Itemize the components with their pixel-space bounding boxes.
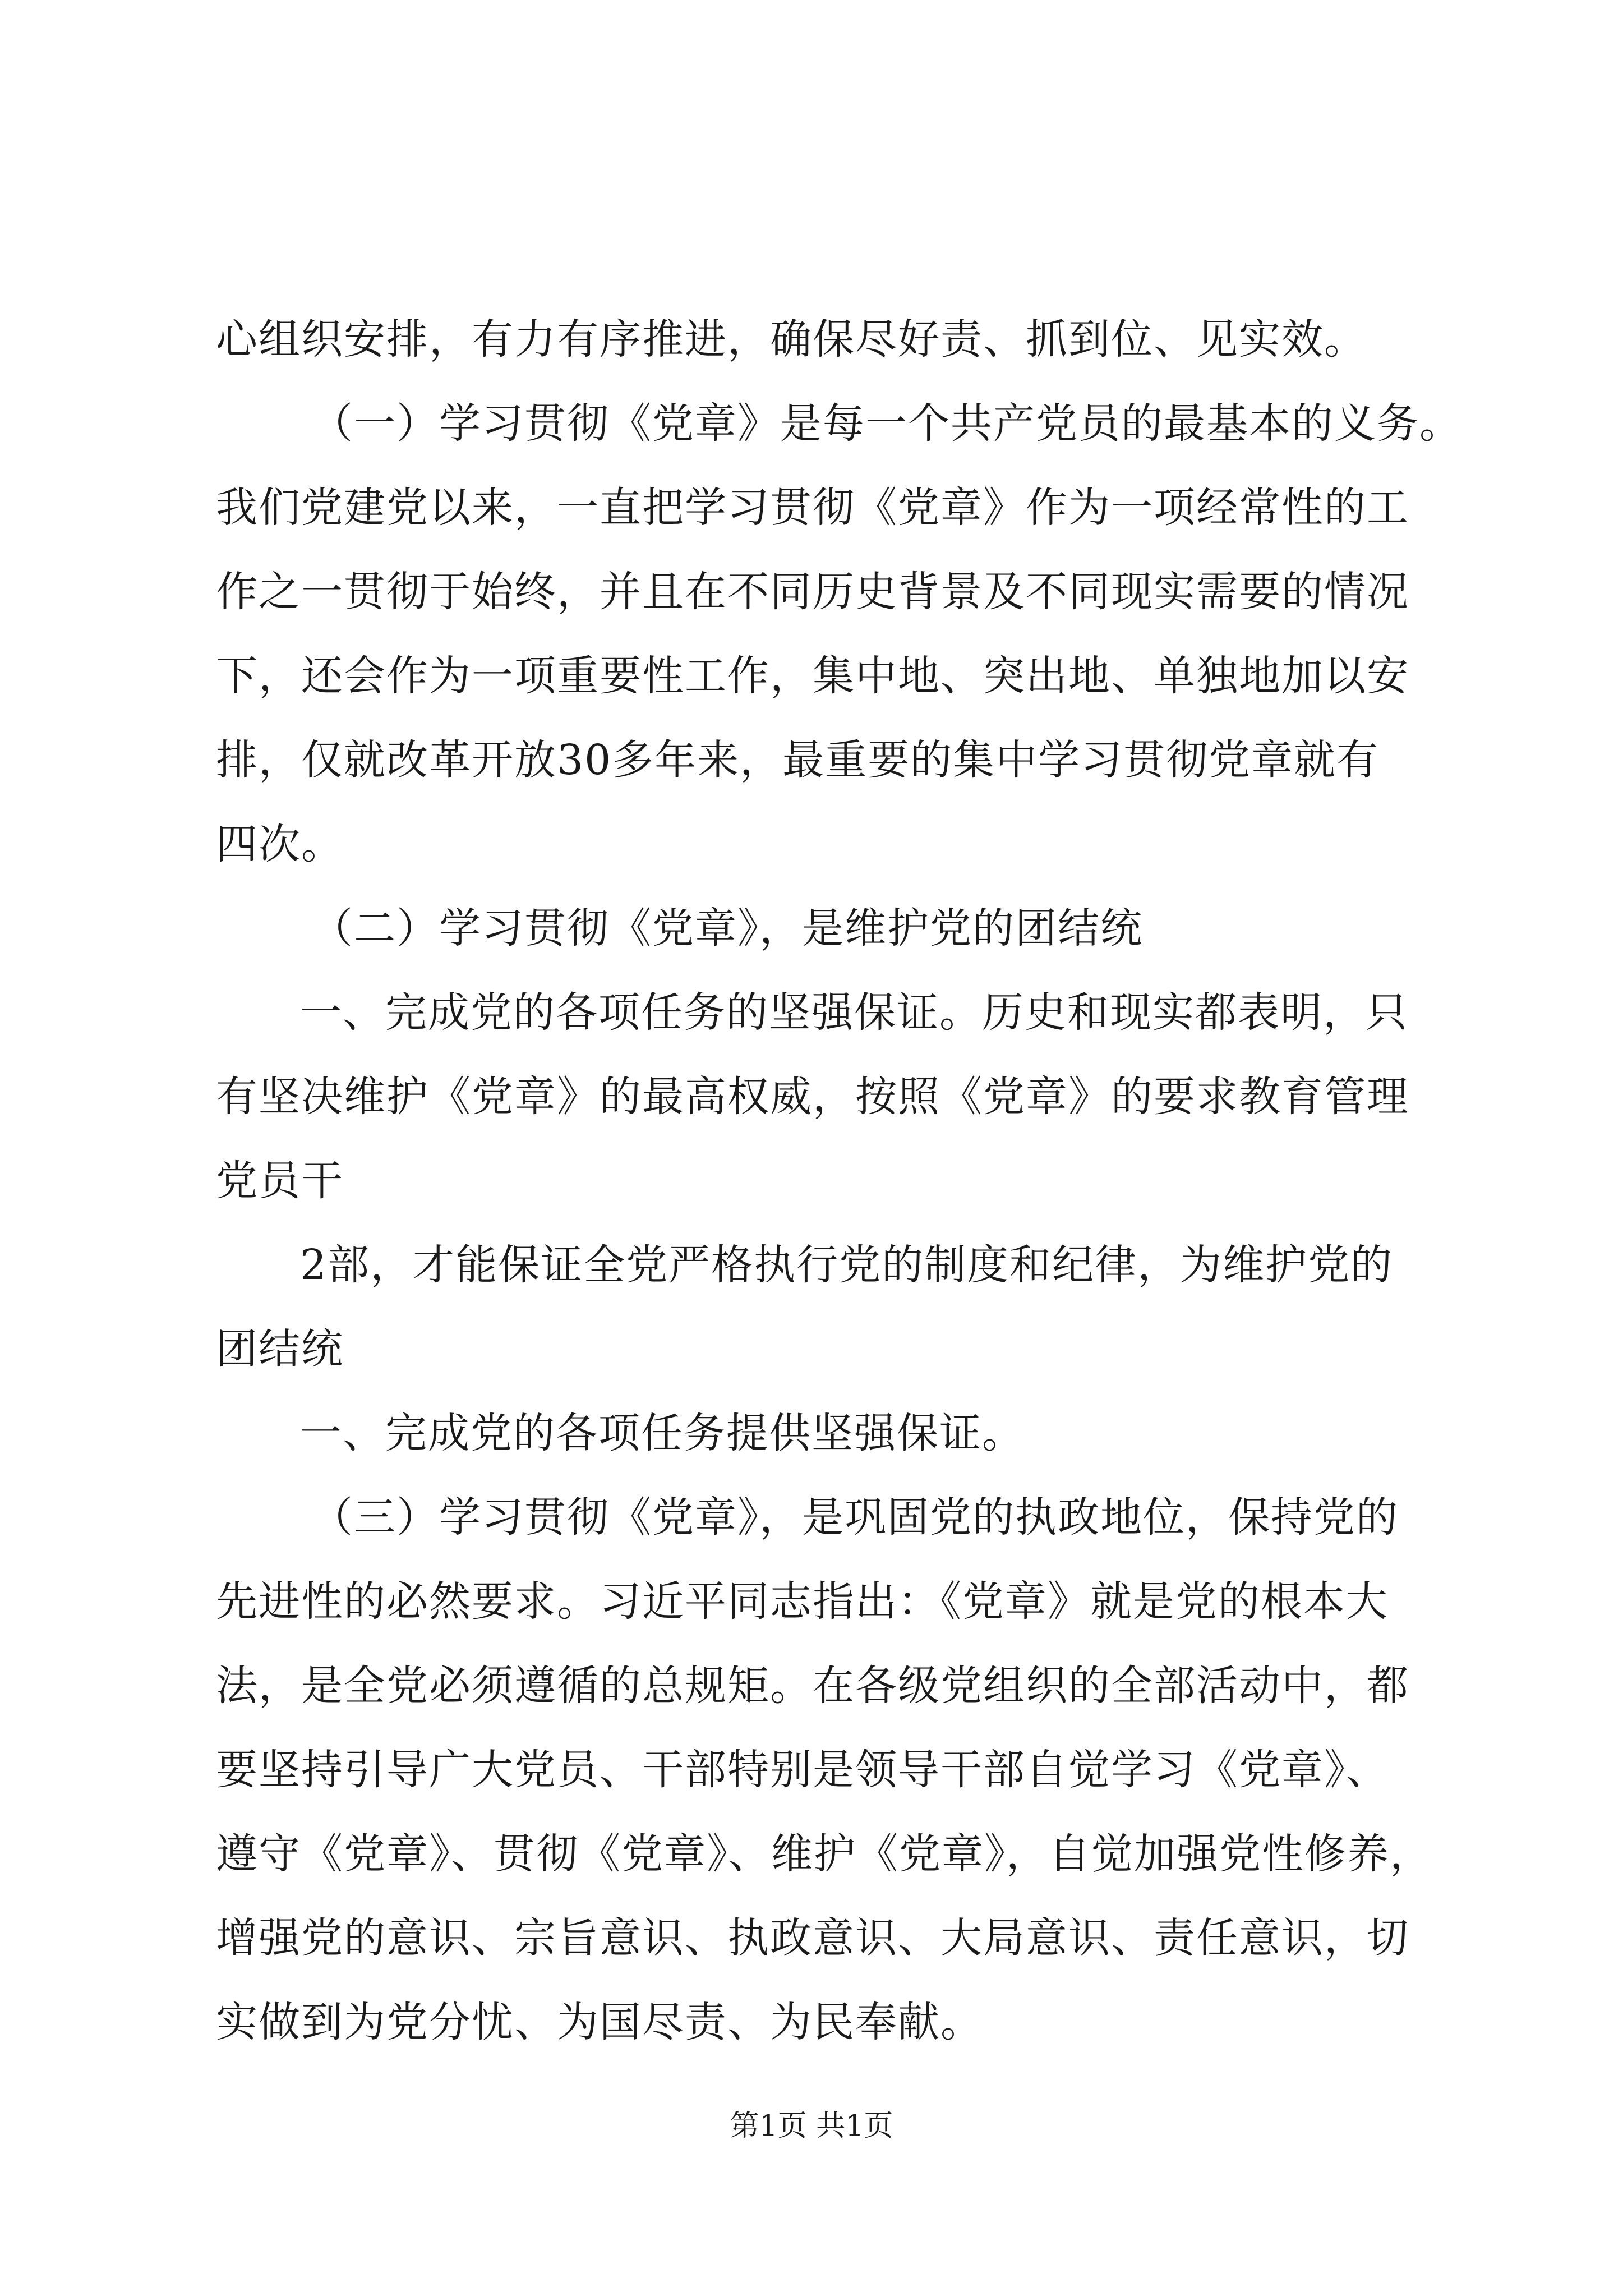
text-line: 有坚决维护《党章》的最高权威，按照《党章》的要求教育管理 (216, 1073, 1409, 1121)
text-line: 2部，才能保证全党严格执行党的制度和纪律，为维护党的 (300, 1241, 1394, 1289)
text-line: 团结统 (216, 1325, 344, 1373)
text-line: （三）学习贯彻《党章》，是巩固党的执政地位，保持党的 (311, 1493, 1399, 1542)
text-line: 法，是全党必须遵循的总规矩。在各级党组织的全部活动中，都 (216, 1662, 1409, 1710)
text-line: 四次。 (216, 820, 344, 868)
text-line: 下，还会作为一项重要性工作，集中地、突出地、单独地加以安 (216, 652, 1409, 700)
text-line: （一）学习贯彻《党章》是每一个共产党员的最基本的义务。 (311, 399, 1462, 448)
text-line: 排，仅就改革开放30多年来，最重要的集中学习贯彻党章就有 (216, 736, 1380, 784)
text-line: 心组织安排，有力有序推进，确保尽好责、抓到位、见实效。 (216, 315, 1367, 364)
text-line: 要坚持引导广大党员、干部特别是领导干部自觉学习《党章》、 (216, 1746, 1389, 1794)
text-line: 作之一贯彻于始终，并且在不同历史背景及不同现实需要的情况 (216, 568, 1409, 616)
text-line: 一、完成党的各项任务的坚强保证。历史和现实都表明，只 (300, 988, 1408, 1037)
text-line: 遵守《党章》、贯彻《党章》、维护《党章》，自觉加强党性修养， (216, 1830, 1432, 1878)
text-line: 一、完成党的各项任务提供坚强保证。 (300, 1409, 1025, 1457)
text-line: 先进性的必然要求。习近平同志指出：《党章》就是党的根本大 (216, 1577, 1389, 1626)
page-number: 第1页 共1页 (730, 2109, 893, 2143)
text-line: 党员干 (216, 1157, 344, 1205)
text-line: （二）学习贯彻《党章》，是维护党的团结统 (311, 904, 1143, 953)
text-line: 实做到为党分忧、为国尽责、为民奉献。 (216, 1998, 983, 2046)
text-line: 我们党建党以来，一直把学习贯彻《党章》作为一项经常性的工 (216, 484, 1409, 532)
text-line: 增强党的意识、宗旨意识、执政意识、大局意识、责任意识，切 (216, 1914, 1409, 1962)
